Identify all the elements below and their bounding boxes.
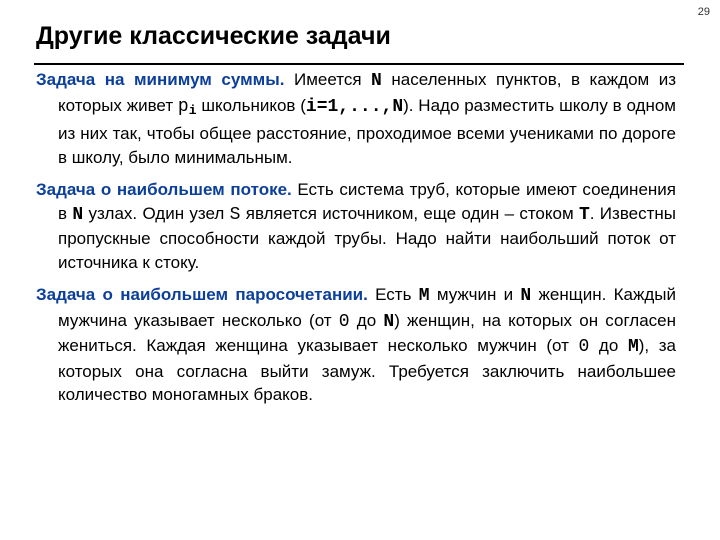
problem-text: мужчин и (429, 285, 521, 304)
problem-heading: Задача о наибольшем потоке. (36, 180, 292, 199)
problem-heading: Задача на минимум суммы. (36, 70, 285, 89)
variable: p (177, 96, 189, 117)
variable: M (627, 337, 639, 357)
problem-text: женщин. Каждый мужчина указывает несколько (от (58, 285, 676, 330)
problem-text: узлах. Один узел (83, 203, 230, 223)
variable: N (371, 71, 382, 91)
title-divider (34, 63, 684, 65)
variable: N (520, 286, 532, 306)
problem-text: ) женщин, на которых он согласен жениться. Каждая женщина указывает несколько мужчин (от (58, 310, 676, 355)
problem-text: до (589, 336, 628, 355)
problem-max-flow (36, 178, 676, 274)
problem-text: Есть система труб, которые имеют соединения в (58, 180, 676, 223)
problem-text: школьников ( (196, 95, 306, 115)
variable: T (578, 204, 590, 225)
variable-subscript: i (188, 102, 197, 118)
problem-text: Есть (367, 285, 419, 304)
problem-min-sum (36, 68, 676, 169)
problem-text: населенных пунктов, в каждом из которых живет (58, 70, 677, 115)
slide-number: 29 (697, 6, 710, 18)
problem-text: . Известны пропускные способности каждой трубы. Надо найти наибольший поток от источника к стоку. (58, 203, 677, 272)
problem-max-matching (36, 283, 676, 407)
variable: N (72, 204, 84, 225)
variable: M (418, 286, 430, 306)
problem-text: является источником, еще один – стоком (240, 203, 579, 223)
slide-content (36, 68, 676, 411)
problem-text: до (349, 310, 384, 330)
slide-title: Другие классические задачи (36, 22, 391, 50)
problem-text: ), за которых она согласна выйти замуж. Требуется заключить наибольшее количество моногамных браков. (58, 336, 677, 404)
variable: N (383, 311, 395, 332)
variable: S (229, 204, 241, 225)
variable: i=1,...,N (305, 96, 404, 117)
problem-heading: Задача о наибольшем паросочетании. (36, 285, 368, 304)
problem-text: ). Надо разместить школу в одном из них так, чтобы общее расстояние, проходимое всеми учениками по дороге в школу, было минимальным. (58, 95, 676, 167)
variable: 0 (578, 337, 590, 357)
problem-text: Имеется (284, 70, 372, 89)
variable: 0 (338, 311, 350, 332)
